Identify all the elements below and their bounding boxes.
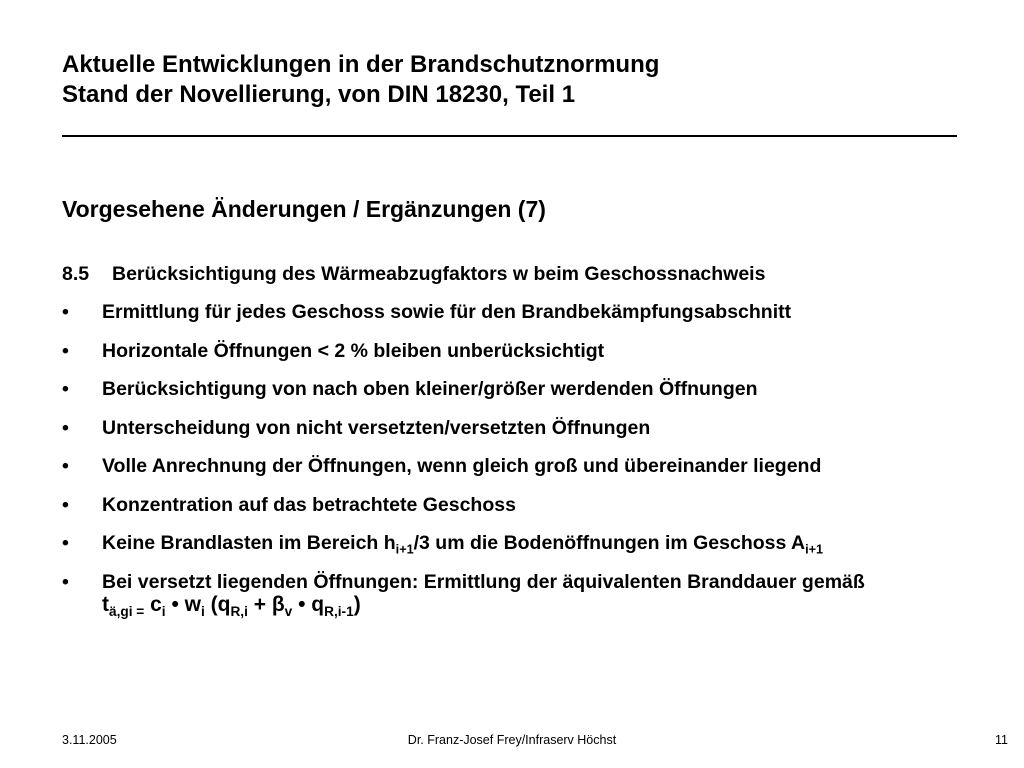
equivalent-fire-duration-formula (102, 592, 1002, 619)
formula-beta-subscript: v (284, 603, 293, 619)
formula-t: t (102, 592, 109, 616)
bullet-text: Ermittlung für jedes Geschoss sowie für den Brandbekämpfungsabschnitt (102, 301, 792, 323)
bullet-text: Bei versetzt liegenden Öffnungen: Ermittlung der äquivalenten Branddauer gemäß (102, 570, 865, 593)
bullet-text: Konzentration auf das betrachtete Geschoss (102, 493, 516, 516)
bullet-text-part: Keine Brandlasten im Bereich h (102, 532, 396, 554)
footer-page-number: 11 (995, 733, 1008, 747)
formula-q-prev-subscript: R,i-1 (324, 603, 354, 619)
bullet-text-part: /3 um die Bodenöffnungen im Geschoss A (413, 532, 806, 554)
bullet-item (62, 300, 1002, 339)
formula-q-subscript: R,i (230, 603, 248, 619)
bullet-list (62, 300, 1002, 619)
bullet-marker: • (62, 532, 69, 554)
section-heading-text: Berücksichtigung des Wärmeabzugfaktors w beim Geschossnachweis (112, 263, 766, 285)
bullet-item (62, 416, 1002, 455)
bullet-item (62, 339, 1002, 378)
bullet-item (62, 493, 1002, 532)
bullet-marker: • (62, 378, 69, 400)
bullet-item (62, 570, 1002, 619)
bullet-marker: • (62, 570, 69, 593)
bullet-marker: • (62, 339, 69, 362)
formula-w: w (184, 592, 201, 616)
bullet-marker: • (62, 416, 69, 439)
formula-close-paren: ) (353, 592, 361, 616)
formula-w-subscript: i (200, 603, 205, 619)
bullet-marker: • (62, 301, 69, 323)
subscript-h: i+1 (395, 542, 414, 557)
subscript-a: i+1 (805, 542, 824, 557)
bullet-marker: • (62, 455, 69, 477)
bullet-text: Berücksichtigung von nach oben kleiner/größer werdenden Öffnungen (102, 378, 758, 400)
bullet-item (62, 454, 1002, 493)
slide-title-line-2: Stand der Novellierung, von DIN 18230, Teil 1 (62, 81, 576, 108)
footer-author: Dr. Franz-Josef Frey/Infraserv Höchst (407, 733, 617, 747)
bullet-item (62, 531, 1002, 570)
formula-c: c (150, 592, 162, 616)
title-divider (62, 135, 957, 137)
slide-title-line-1: Aktuelle Entwicklungen in der Brandschutznormung (62, 51, 660, 78)
bullet-marker: • (62, 493, 69, 516)
bullet-text: Volle Anrechnung der Öffnungen, wenn gleich groß und übereinander liegend (102, 455, 822, 477)
formula-beta: + β (253, 592, 285, 616)
formula-q-prev: q (311, 592, 325, 616)
formula-dot-operator: • (298, 592, 306, 616)
bullet-text: Horizontale Öffnungen < 2 % bleiben unberücksichtigt (102, 339, 605, 362)
bullet-item (62, 377, 1002, 416)
bullet-text: Unterscheidung von nicht versetzten/versetzten Öffnungen (102, 416, 651, 439)
formula-t-subscript: ä,gi = (109, 603, 145, 619)
slide-subtitle: Vorgesehene Änderungen / Ergänzungen (7) (62, 196, 546, 222)
bullet-text (102, 532, 824, 557)
section-heading (62, 262, 765, 286)
slide-title (62, 50, 659, 110)
formula-c-subscript: i (161, 603, 166, 619)
formula-q: (q (210, 592, 231, 616)
footer-date: 3.11.2005 (62, 733, 117, 747)
section-number: 8.5 (62, 263, 90, 285)
formula-dot-operator: • (171, 592, 179, 616)
